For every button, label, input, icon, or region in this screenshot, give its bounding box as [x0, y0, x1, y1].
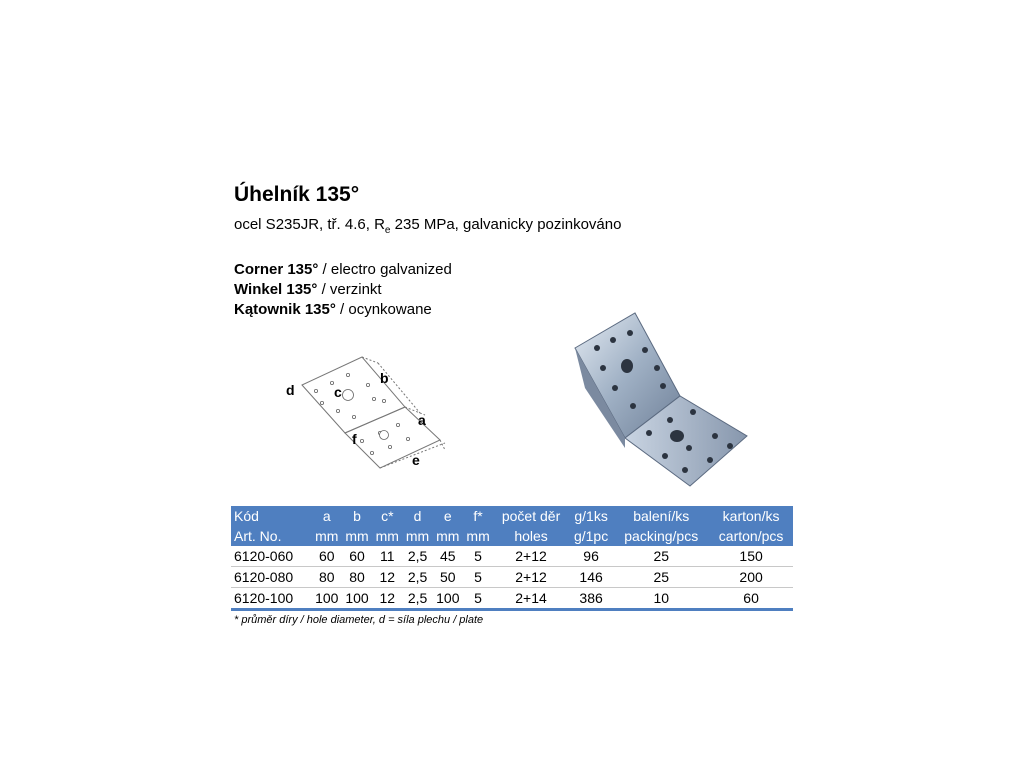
table-cell: 96 [569, 546, 613, 567]
diagram-label-e: e [412, 452, 420, 468]
table-cell: 10 [613, 588, 709, 610]
col-subheader: carton/pcs [709, 526, 793, 546]
material-spec-pre: ocel S235JR, tř. 4.6, R [234, 216, 385, 233]
col-subheader: mm [402, 526, 432, 546]
table-cell: 386 [569, 588, 613, 610]
col-subheader: holes [493, 526, 569, 546]
language-desc: / ocynkowane [335, 301, 432, 318]
footnote: * průměr díry / hole diameter, d = síla plechu / plate [234, 614, 484, 626]
table-row [231, 546, 793, 567]
col-header: balení/ks [613, 506, 709, 526]
table-cell: 100 [433, 588, 463, 610]
dimension-diagram [280, 355, 455, 475]
language-line-en [234, 260, 452, 280]
diagram-label-b: b [380, 370, 389, 386]
photo-lower-hole [670, 430, 684, 442]
table-header-row [231, 506, 793, 526]
col-subheader: g/1pc [569, 526, 613, 546]
material-spec-sub: e [384, 225, 391, 236]
table-cell: 12 [372, 567, 402, 588]
table-row [231, 588, 793, 610]
language-name: Winkel 135° [234, 281, 318, 298]
table-cell: 100 [312, 588, 342, 610]
table-cell: 5 [463, 546, 493, 567]
col-subheader: mm [433, 526, 463, 546]
photo-center-hole [621, 359, 633, 373]
table-row [231, 567, 793, 588]
table-cell: 80 [342, 567, 372, 588]
diagram-lower-hole [380, 431, 389, 440]
language-line-pl [234, 300, 452, 320]
table-subheader-row [231, 526, 793, 546]
table-cell: 2+12 [493, 567, 569, 588]
diagram-label-a: a [418, 412, 426, 428]
table-cell: 60 [312, 546, 342, 567]
language-descriptions [234, 260, 452, 320]
col-subheader: packing/pcs [613, 526, 709, 546]
col-header: a [312, 506, 342, 526]
diagram-label-c: c [334, 384, 342, 400]
table-cell: 2,5 [402, 588, 432, 610]
table-cell: 150 [709, 546, 793, 567]
col-header: f* [463, 506, 493, 526]
col-subheader: mm [463, 526, 493, 546]
col-header: d [402, 506, 432, 526]
table-cell: 6120-060 [231, 546, 312, 567]
table-cell: 2+14 [493, 588, 569, 610]
table-cell: 6120-100 [231, 588, 312, 610]
language-name: Kątownik 135° [234, 301, 336, 318]
table-cell: 6120-080 [231, 567, 312, 588]
product-photo [565, 308, 755, 493]
table-cell: 60 [709, 588, 793, 610]
col-subheader: mm [372, 526, 402, 546]
diagram-center-hole [343, 390, 354, 401]
diagram-label-d: d [286, 382, 295, 398]
col-subheader: Art. No. [231, 526, 312, 546]
col-header: g/1ks [569, 506, 613, 526]
diagram-label-f: f [352, 431, 357, 447]
table-cell: 25 [613, 546, 709, 567]
table-cell: 146 [569, 567, 613, 588]
table-cell: 5 [463, 567, 493, 588]
table-cell: 200 [709, 567, 793, 588]
table-cell: 2,5 [402, 567, 432, 588]
table-cell: 100 [342, 588, 372, 610]
table-cell: 45 [433, 546, 463, 567]
language-desc: / verzinkt [317, 281, 382, 298]
table-cell: 50 [433, 567, 463, 588]
col-header: e [433, 506, 463, 526]
col-header: c* [372, 506, 402, 526]
col-header: počet děr [493, 506, 569, 526]
col-header: Kód [231, 506, 312, 526]
spec-table [231, 506, 793, 611]
table-cell: 80 [312, 567, 342, 588]
table-cell: 2,5 [402, 546, 432, 567]
col-subheader: mm [312, 526, 342, 546]
table-cell: 25 [613, 567, 709, 588]
material-spec-post: 235 MPa, galvanicky pozinkováno [390, 216, 622, 233]
table-cell: 5 [463, 588, 493, 610]
table-cell: 2+12 [493, 546, 569, 567]
table-cell: 12 [372, 588, 402, 610]
col-subheader: mm [342, 526, 372, 546]
table-cell: 11 [372, 546, 402, 567]
language-line-de [234, 280, 452, 300]
language-name: Corner 135° [234, 261, 319, 278]
col-header: karton/ks [709, 506, 793, 526]
product-title: Úhelník 135° [234, 183, 360, 206]
language-desc: / electro galvanized [318, 261, 452, 278]
col-header: b [342, 506, 372, 526]
material-spec [234, 216, 621, 236]
table-cell: 60 [342, 546, 372, 567]
